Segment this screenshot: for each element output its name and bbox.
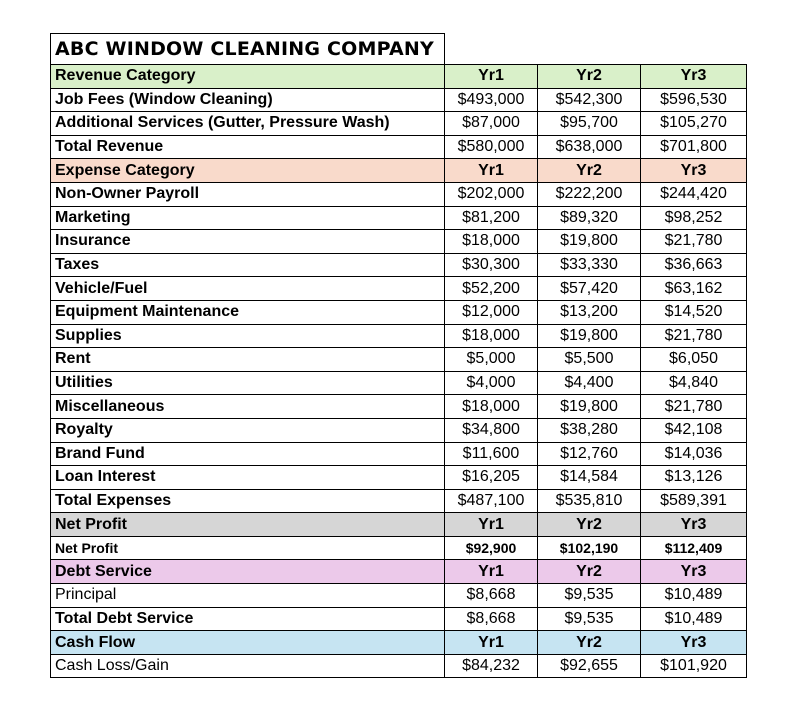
- cell-value: $34,800: [445, 418, 538, 442]
- table-row: [51, 112, 747, 136]
- blank-cell: [445, 34, 747, 65]
- cell-value: $9,535: [538, 607, 641, 631]
- row-label: Principal: [51, 584, 445, 608]
- cell-value: $8,668: [445, 584, 538, 608]
- table-row: [51, 230, 747, 254]
- debt-service-header: Debt Service: [51, 560, 445, 584]
- cell-value: $21,780: [641, 395, 747, 419]
- spreadsheet: [50, 33, 747, 678]
- cell-value: $84,232: [445, 654, 538, 678]
- cell-value: $13,126: [641, 466, 747, 490]
- row-label: Loan Interest: [51, 466, 445, 490]
- cell-value: $38,280: [538, 418, 641, 442]
- cell-value: $19,800: [538, 324, 641, 348]
- table-row: [51, 277, 747, 301]
- cell-value: $105,270: [641, 112, 747, 136]
- cell-value: $535,810: [538, 489, 641, 513]
- row-label: Total Expenses: [51, 489, 445, 513]
- cell-value: $638,000: [538, 135, 641, 159]
- cell-value: $18,000: [445, 230, 538, 254]
- cash-flow-header-row: [51, 631, 747, 655]
- cell-value: $87,000: [445, 112, 538, 136]
- year-header: Yr3: [641, 513, 747, 537]
- page-title: ABC WINDOW CLEANING COMPANY: [51, 34, 445, 65]
- row-label: Insurance: [51, 230, 445, 254]
- cell-value: $580,000: [445, 135, 538, 159]
- cell-value: $18,000: [445, 395, 538, 419]
- cell-value: $21,780: [641, 230, 747, 254]
- cell-value: $16,205: [445, 466, 538, 490]
- cell-value: $4,840: [641, 371, 747, 395]
- revenue-header: Revenue Category: [51, 65, 445, 89]
- cell-value: $101,920: [641, 654, 747, 678]
- net-profit-header-row: [51, 513, 747, 537]
- cell-value: $92,900: [445, 536, 538, 560]
- year-header: Yr1: [445, 560, 538, 584]
- row-label: Total Debt Service: [51, 607, 445, 631]
- table-row: [51, 324, 747, 348]
- table-row: [51, 182, 747, 206]
- table-row: [51, 395, 747, 419]
- table-row: [51, 654, 747, 678]
- year-header: Yr1: [445, 631, 538, 655]
- table-row: [51, 206, 747, 230]
- table-row: [51, 135, 747, 159]
- row-label: Miscellaneous: [51, 395, 445, 419]
- year-header: Yr2: [538, 513, 641, 537]
- table-row: [51, 536, 747, 560]
- cell-value: $10,489: [641, 584, 747, 608]
- table-row: [51, 253, 747, 277]
- cell-value: $10,489: [641, 607, 747, 631]
- cell-value: $36,663: [641, 253, 747, 277]
- cell-value: $202,000: [445, 182, 538, 206]
- cell-value: $5,500: [538, 348, 641, 372]
- expense-header-row: [51, 159, 747, 183]
- table-row: [51, 607, 747, 631]
- cell-value: $4,400: [538, 371, 641, 395]
- row-label: Vehicle/Fuel: [51, 277, 445, 301]
- cell-value: $13,200: [538, 300, 641, 324]
- expense-header: Expense Category: [51, 159, 445, 183]
- cell-value: $14,520: [641, 300, 747, 324]
- cell-value: $33,330: [538, 253, 641, 277]
- row-label: Supplies: [51, 324, 445, 348]
- year-header: Yr2: [538, 560, 641, 584]
- cash-flow-header: Cash Flow: [51, 631, 445, 655]
- row-label: Cash Loss/Gain: [51, 654, 445, 678]
- year-header: Yr3: [641, 631, 747, 655]
- row-label: Rent: [51, 348, 445, 372]
- table-row: [51, 442, 747, 466]
- cell-value: $244,420: [641, 182, 747, 206]
- table-row: [51, 418, 747, 442]
- year-header: Yr3: [641, 159, 747, 183]
- cell-value: $11,600: [445, 442, 538, 466]
- row-label: Taxes: [51, 253, 445, 277]
- row-label: Utilities: [51, 371, 445, 395]
- row-label: Job Fees (Window Cleaning): [51, 88, 445, 112]
- year-header: Yr2: [538, 631, 641, 655]
- year-header: Yr3: [641, 560, 747, 584]
- table-row: [51, 466, 747, 490]
- row-label: Total Revenue: [51, 135, 445, 159]
- revenue-header-row: [51, 65, 747, 89]
- cell-value: $19,800: [538, 230, 641, 254]
- cell-value: $30,300: [445, 253, 538, 277]
- title-row: [51, 34, 747, 65]
- row-label: Brand Fund: [51, 442, 445, 466]
- cell-value: $52,200: [445, 277, 538, 301]
- year-header: Yr3: [641, 65, 747, 89]
- cell-value: $89,320: [538, 206, 641, 230]
- table-row: [51, 88, 747, 112]
- year-header: Yr1: [445, 159, 538, 183]
- table-row: [51, 584, 747, 608]
- table-row: [51, 371, 747, 395]
- cell-value: $21,780: [641, 324, 747, 348]
- table-row: [51, 300, 747, 324]
- cell-value: $14,036: [641, 442, 747, 466]
- debt-service-header-row: [51, 560, 747, 584]
- cell-value: $18,000: [445, 324, 538, 348]
- year-header: Yr2: [538, 65, 641, 89]
- financial-table: [50, 33, 747, 678]
- cell-value: $14,584: [538, 466, 641, 490]
- table-row: [51, 348, 747, 372]
- cell-value: $19,800: [538, 395, 641, 419]
- row-label: Royalty: [51, 418, 445, 442]
- cell-value: $95,700: [538, 112, 641, 136]
- cell-value: $8,668: [445, 607, 538, 631]
- year-header: Yr1: [445, 65, 538, 89]
- cell-value: $102,190: [538, 536, 641, 560]
- row-label: Marketing: [51, 206, 445, 230]
- row-label: Net Profit: [51, 536, 445, 560]
- cell-value: $12,760: [538, 442, 641, 466]
- cell-value: $57,420: [538, 277, 641, 301]
- cell-value: $493,000: [445, 88, 538, 112]
- cell-value: $12,000: [445, 300, 538, 324]
- cell-value: $6,050: [641, 348, 747, 372]
- cell-value: $222,200: [538, 182, 641, 206]
- cell-value: $542,300: [538, 88, 641, 112]
- cell-value: $112,409: [641, 536, 747, 560]
- cell-value: $4,000: [445, 371, 538, 395]
- cell-value: $98,252: [641, 206, 747, 230]
- year-header: Yr1: [445, 513, 538, 537]
- cell-value: $701,800: [641, 135, 747, 159]
- cell-value: $63,162: [641, 277, 747, 301]
- net-profit-header: Net Profit: [51, 513, 445, 537]
- cell-value: $589,391: [641, 489, 747, 513]
- cell-value: $9,535: [538, 584, 641, 608]
- cell-value: $596,530: [641, 88, 747, 112]
- cell-value: $81,200: [445, 206, 538, 230]
- row-label: Additional Services (Gutter, Pressure Wash): [51, 112, 445, 136]
- row-label: Non-Owner Payroll: [51, 182, 445, 206]
- year-header: Yr2: [538, 159, 641, 183]
- cell-value: $42,108: [641, 418, 747, 442]
- table-row: [51, 489, 747, 513]
- cell-value: $5,000: [445, 348, 538, 372]
- row-label: Equipment Maintenance: [51, 300, 445, 324]
- cell-value: $92,655: [538, 654, 641, 678]
- cell-value: $487,100: [445, 489, 538, 513]
